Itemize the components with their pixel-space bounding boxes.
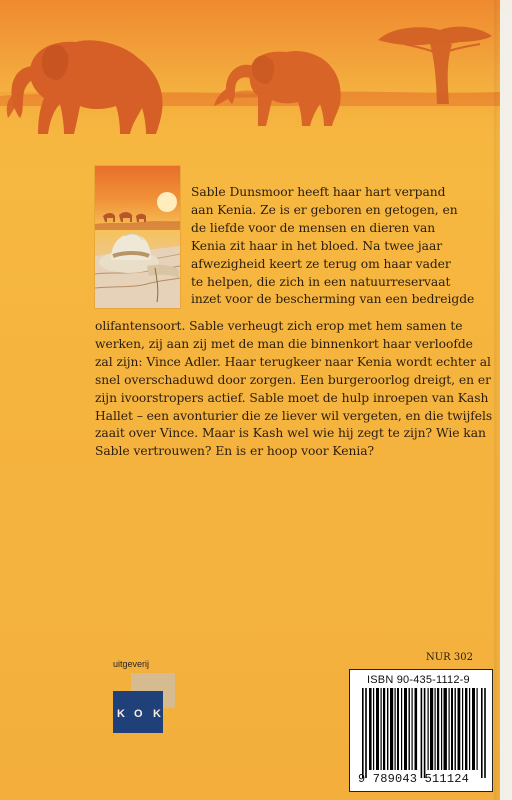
blurb-line: zijn ivoorstropers actief. Sable moet de hulp inroepen van Kash	[95, 390, 489, 405]
blurb-text-wide	[95, 318, 495, 461]
savanna-elephants-photo	[0, 0, 500, 160]
logo-letter: K	[117, 708, 125, 720]
blurb-line: olifantensoort. Sable verheugt zich erop met hem samen te	[95, 319, 463, 333]
blurb-line: snel overschaduwd door zorgen. Een burgeroorlog dreigt, en er	[95, 372, 491, 387]
blurb-line: Sable Dunsmoor heeft haar hart verpand	[191, 185, 446, 199]
blurb-line: Sable vertrouwen? En is er hoop voor Kenia?	[95, 444, 375, 459]
ean-number: 9 789043 511124	[358, 772, 470, 786]
nur-code: NUR 302	[426, 652, 473, 663]
blurb-line: werken, zij aan zij met de man die binnenkort haar verloofde	[95, 336, 473, 351]
isbn-number: ISBN 90-435-1112-9	[367, 674, 470, 686]
blurb-line: Hallet – een avonturier die ze liever wil vergeten, en die twijfels	[95, 408, 493, 423]
blurb-line: zal zijn: Vince Adler. Haar terugkeer naar Kenia wordt echter al	[95, 354, 491, 369]
blurb-line: zaait over Vince. Maar is Kash wel wie hij zegt te zijn? Wie kan	[95, 426, 486, 441]
blurb-line: Kenia zit haar in het bloed. Na twee jaar	[191, 238, 443, 253]
logo-letters	[113, 707, 175, 721]
blurb-line: te helpen, die zich in een natuurreservaat	[191, 274, 451, 289]
blurb-line: afwezigheid keert ze terug om haar vader	[191, 256, 451, 271]
page-edges	[500, 10, 512, 800]
publisher-label: uitgeverij	[113, 659, 150, 669]
barcode-bars	[362, 688, 486, 778]
blurb-line: aan Kenia. Ze is er geboren en getogen, en	[191, 202, 458, 217]
kok-logo	[113, 673, 175, 733]
inset-photo-hat-on-map	[95, 166, 180, 308]
logo-letter: O	[134, 708, 143, 720]
blurb-text	[191, 184, 492, 309]
publisher-logo	[113, 659, 175, 735]
isbn-barcode	[349, 669, 493, 792]
logo-letter: K	[153, 708, 161, 720]
blurb-line: inzet voor de bescherming van een bedreigde	[191, 292, 475, 307]
blurb-line: de liefde voor de mensen en dieren van	[191, 220, 436, 235]
